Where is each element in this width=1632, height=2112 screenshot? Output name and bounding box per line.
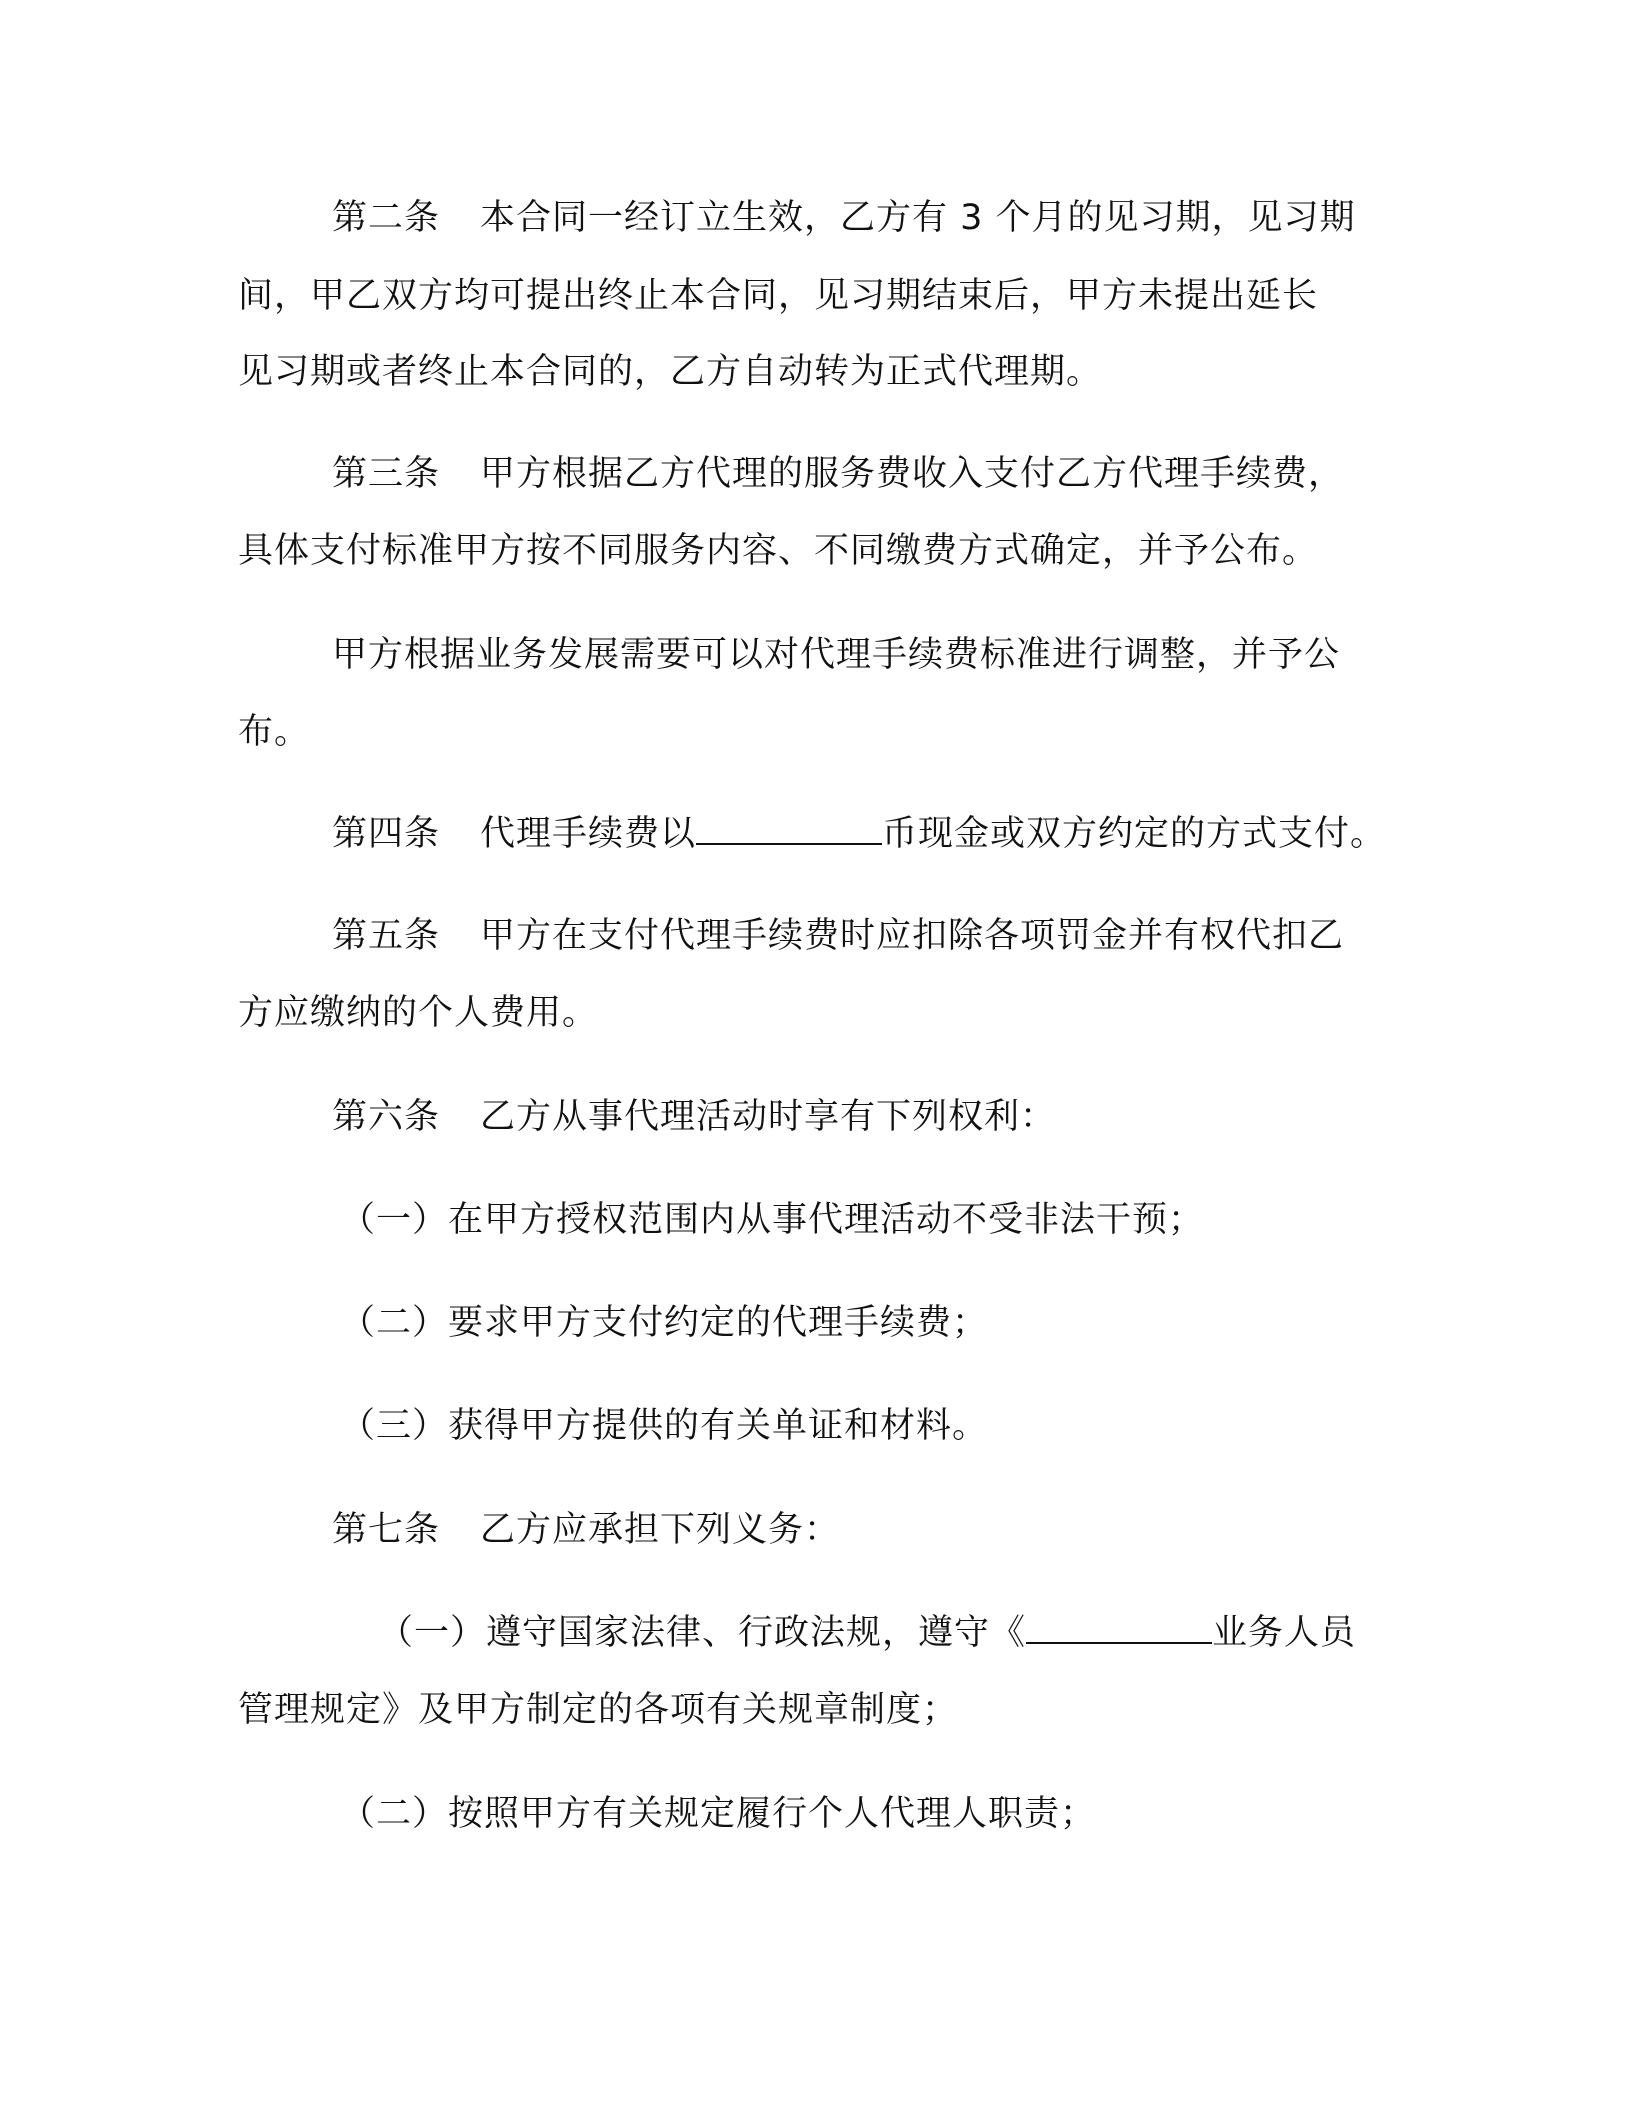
article-7-item-1-before: （一）遵守国家法律、行政法规，遵守《 <box>378 1613 1027 1653</box>
article-6-line <box>332 1093 1056 1141</box>
article-7-item-1-after: 业务人员 <box>1212 1613 1357 1653</box>
currency-blank <box>696 813 882 845</box>
article-4-text-before: 代理手续费以 <box>480 814 697 854</box>
article-3-line-1 <box>332 450 1344 498</box>
article-4-label: 第四条 <box>332 814 441 854</box>
article-6-item-3: （三）获得甲方提供的有关单证和材料。 <box>340 1406 989 1446</box>
article-5-label: 第五条 <box>332 916 441 956</box>
article-3-para-2-line-1: 甲方根据业务发展需要可以对代理手续费标准进行调整，并予公 <box>332 635 1341 675</box>
article-6-text: 乙方从事代理活动时享有下列权利： <box>480 1097 1057 1137</box>
article-2-line-3: 见习期或者终止本合同的，乙方自动转为正式代理期。 <box>238 352 1103 392</box>
article-5-text-1: 甲方在支付代理手续费时应扣除各项罚金并有权代扣乙 <box>480 916 1345 956</box>
article-6-item-1: （一）在甲方授权范围内从事代理活动不受非法干预； <box>340 1200 1205 1240</box>
article-7-line <box>332 1506 840 1554</box>
article-4-text-after: 币现金或双方约定的方式支付。 <box>882 814 1387 854</box>
article-4-line <box>332 810 1386 858</box>
article-7-item-2: （二）按照甲方有关规定履行个人代理人职责； <box>340 1794 1097 1834</box>
article-6-label: 第六条 <box>332 1097 441 1137</box>
article-5-line-1 <box>332 912 1344 960</box>
article-7-label: 第七条 <box>332 1510 441 1550</box>
article-3-text-1: 甲方根据乙方代理的服务费收入支付乙方代理手续费， <box>480 454 1345 494</box>
regulation-name-blank <box>1026 1612 1212 1644</box>
article-2-label: 第二条 <box>332 198 441 238</box>
article-7-item-1-line-2: 管理规定》及甲方制定的各项有关规章制度； <box>238 1690 959 1730</box>
article-5-line-2: 方应缴纳的个人费用。 <box>238 993 599 1033</box>
article-3-line-2: 具体支付标准甲方按不同服务内容、不同缴费方式确定，并予公布。 <box>238 531 1319 571</box>
article-7-text: 乙方应承担下列义务： <box>480 1510 841 1550</box>
article-2-line-1 <box>332 194 1356 242</box>
article-3-para-2-line-2: 布。 <box>238 712 311 752</box>
article-2-line-2: 间，甲乙双方均可提出终止本合同，见习期结束后，甲方未提出延长 <box>238 276 1319 316</box>
article-6-item-2: （二）要求甲方支付约定的代理手续费； <box>340 1303 989 1343</box>
article-3-label: 第三条 <box>332 454 441 494</box>
article-2-text-1: 本合同一经订立生效，乙方有 3 个月的见习期，见习期 <box>480 198 1356 238</box>
article-7-item-1-line-1 <box>378 1609 1356 1657</box>
